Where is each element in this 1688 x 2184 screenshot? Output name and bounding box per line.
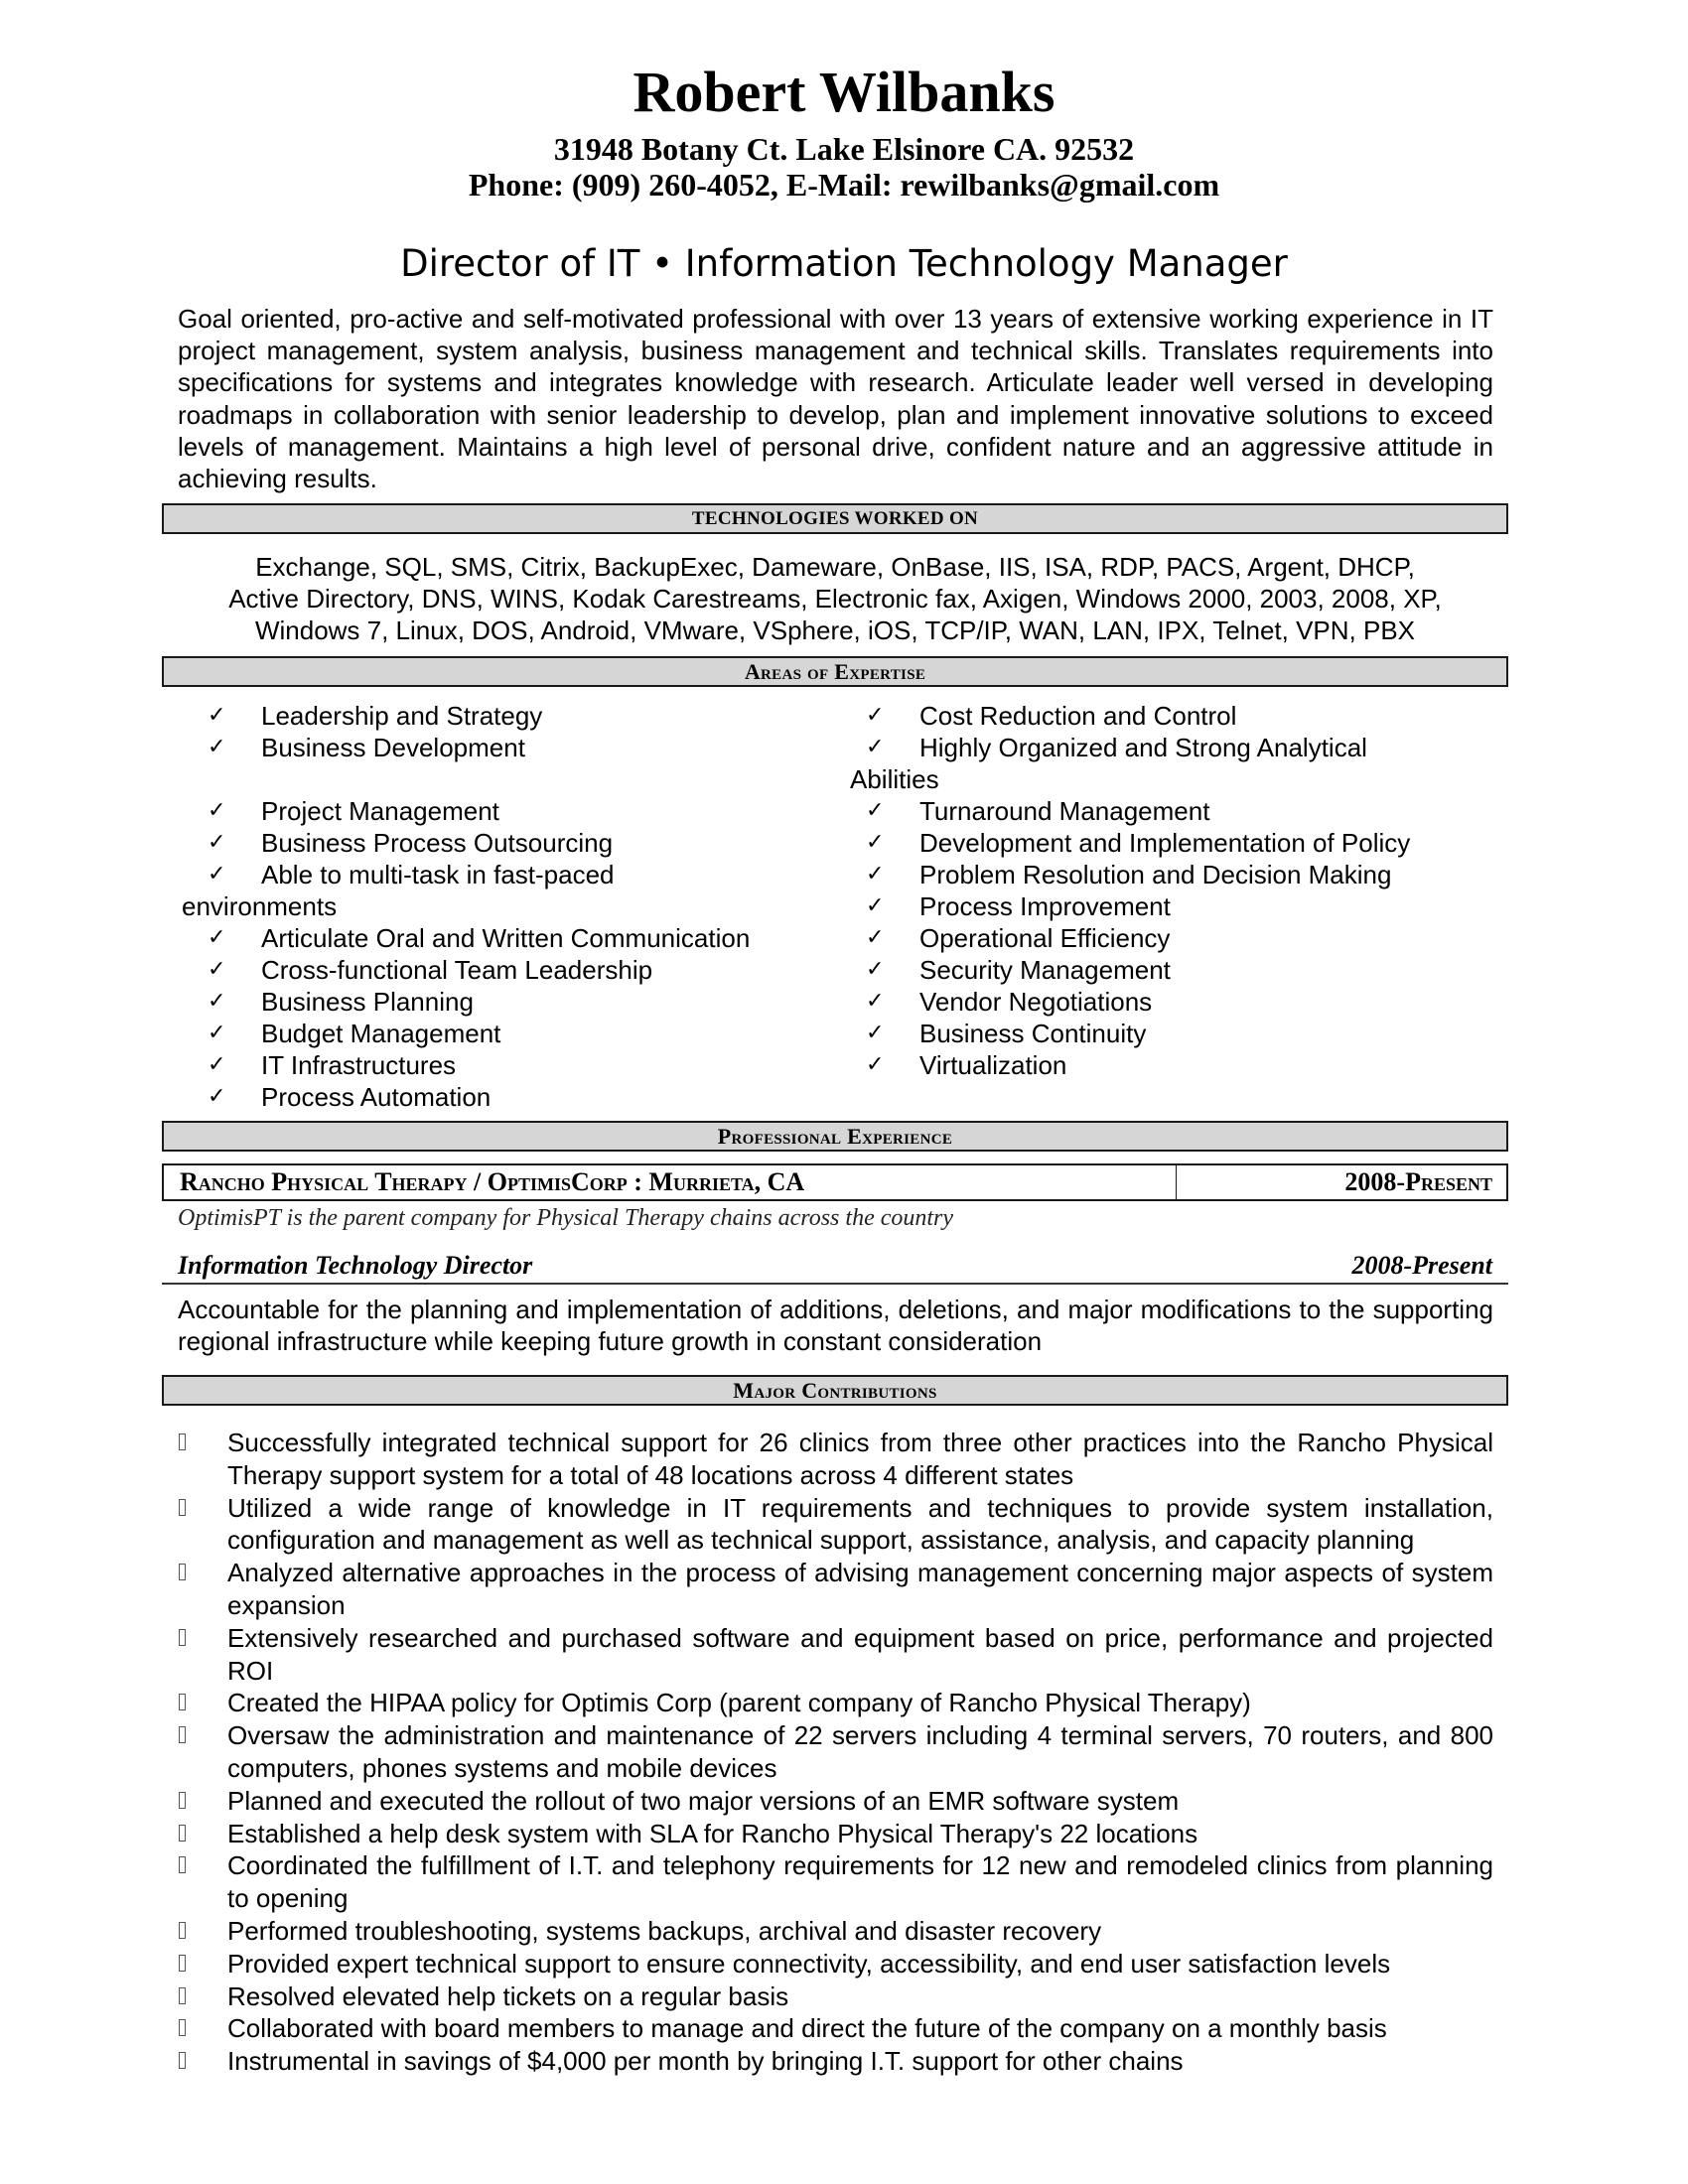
expertise-item — [820, 922, 1515, 954]
missing-glyph-bullet-icon — [179, 1726, 186, 1743]
checkmark-icon: ✓ — [208, 862, 226, 887]
missing-glyph-bullet-icon — [179, 1922, 186, 1939]
missing-glyph-bullet-icon — [179, 2052, 186, 2069]
checkmark-icon: ✓ — [208, 830, 226, 855]
expertise-item — [162, 700, 837, 732]
expertise-item — [162, 827, 837, 859]
contact-info: Phone: (909) 260-4052, E-Mail: rewilbanks@gmail.com — [468, 167, 1220, 203]
expertise-item — [820, 986, 1515, 1018]
expertise-item — [820, 1018, 1515, 1049]
missing-glyph-bullet-icon — [179, 1856, 186, 1873]
expertise-label-wrap: environments — [182, 891, 338, 921]
checkmark-icon: ✓ — [866, 862, 885, 887]
contribution-item — [162, 1427, 1493, 1492]
expertise-label: Process Improvement — [919, 891, 1171, 921]
checkmark-icon: ✓ — [866, 703, 885, 728]
expertise-item — [162, 954, 837, 986]
missing-glyph-bullet-icon — [179, 1987, 186, 2004]
contribution-item — [162, 1980, 1493, 2013]
contribution-text: Resolved elevated help tickets on a regular basis — [227, 1980, 789, 2011]
contribution-item — [162, 1948, 1493, 1980]
section-header-contributions: Major Contributions — [162, 1375, 1508, 1406]
role-description: Accountable for the planning and implementation of additions, deletions, and major modifications to the supporting regional infrastructure while keeping future growth in constant consideration — [178, 1295, 1493, 1357]
checkmark-icon: ✓ — [208, 957, 226, 982]
role-title: Information Technology Director — [178, 1251, 533, 1280]
expertise-label: Highly Organized and Strong Analytical — [919, 733, 1367, 762]
checkmark-icon: ✓ — [866, 830, 885, 855]
expertise-label-wrap: Abilities — [850, 764, 939, 794]
contribution-item — [162, 1492, 1493, 1558]
section-header-technologies: TECHNOLOGIES WORKED ON — [162, 503, 1508, 534]
contributions-list — [162, 1427, 1493, 2078]
checkmark-icon: ✓ — [866, 798, 885, 823]
technologies-line: Active Directory, DNS, WINS, Kodak Carestreams, Electronic fax, Axigen, Windows 2000, 2003, 2008, XP, — [228, 584, 1442, 614]
contribution-item — [162, 1818, 1493, 1850]
contribution-text: Created the HIPAA policy for Optimis Corp (parent company of Rancho Physical Therapy) — [227, 1688, 1251, 1718]
checkmark-icon: ✓ — [208, 925, 226, 950]
checkmark-icon: ✓ — [866, 735, 885, 759]
checkmark-icon: ✓ — [866, 893, 885, 918]
checkmark-icon: ✓ — [208, 735, 226, 759]
expertise-list-right — [820, 700, 1515, 1081]
contribution-text: Established a help desk system with SLA for Rancho Physical Therapy's 22 locations — [227, 1818, 1198, 1848]
company-dates: 2008-Present — [1344, 1167, 1492, 1196]
contribution-text: Extensively researched and purchased software and equipment based on price, performance and projected ROI — [227, 1622, 1493, 1686]
missing-glyph-bullet-icon — [179, 1955, 186, 1972]
section-header-expertise: Areas of Expertise — [162, 656, 1508, 687]
checkmark-icon: ✓ — [208, 798, 226, 823]
expertise-label: Process Automation — [261, 1082, 492, 1112]
expertise-label: Business Development — [261, 733, 525, 762]
contribution-text: Provided expert technical support to ensure connectivity, accessibility, and end user satisfaction levels — [227, 1948, 1391, 1979]
expertise-label: Development and Implementation of Policy — [919, 828, 1411, 858]
contribution-text: Successfully integrated technical support for 26 clinics from three other practices into the Rancho Physical Therapy support system for a total of 48 locations across 4 different states — [227, 1428, 1493, 1490]
checkmark-icon: ✓ — [866, 1052, 885, 1077]
candidate-name: Robert Wilbanks — [633, 60, 1055, 124]
contribution-text: Instrumental in savings of $4,000 per month by bringing I.T. support for other chains — [227, 2046, 1184, 2077]
role-row — [162, 1249, 1508, 1285]
checkmark-icon: ✓ — [208, 1021, 226, 1045]
missing-glyph-bullet-icon — [179, 2019, 186, 2036]
missing-glyph-bullet-icon — [179, 1825, 186, 1842]
expertise-item — [162, 922, 837, 954]
expertise-item — [820, 732, 1515, 795]
checkmark-icon: ✓ — [866, 1021, 885, 1045]
technologies-line: Windows 7, Linux, DOS, Android, VMware, VSphere, iOS, TCP/IP, WAN, LAN, IPX, Telnet, VPN, PBX — [254, 615, 1416, 645]
expertise-item — [820, 954, 1515, 986]
expertise-label: Budget Management — [261, 1019, 501, 1048]
expertise-label: Security Management — [919, 955, 1171, 985]
expertise-label: Project Management — [261, 796, 499, 826]
expertise-item — [820, 890, 1515, 922]
professional-title: Director of IT • Information Technology Manager — [400, 242, 1288, 285]
contribution-item — [162, 1622, 1493, 1688]
expertise-label: Leadership and Strategy — [261, 701, 543, 731]
expertise-label: Cross-functional Team Leadership — [261, 955, 653, 985]
expertise-label: Turnaround Management — [919, 796, 1210, 826]
address: 31948 Botany Ct. Lake Elsinore CA. 92532 — [553, 131, 1135, 167]
technologies-list — [162, 551, 1508, 646]
contribution-text: Collaborated with board members to manage and direct the future of the company on a monthly basis — [227, 2013, 1387, 2044]
spacer — [162, 763, 837, 795]
contribution-item — [162, 1719, 1493, 1785]
expertise-label: Problem Resolution and Decision Making — [919, 860, 1392, 889]
expertise-item — [820, 795, 1515, 827]
missing-glyph-bullet-icon — [179, 1499, 186, 1516]
expertise-label: Business Continuity — [919, 1019, 1147, 1048]
contribution-text: Analyzed alternative approaches in the process of advising management concerning major aspects of system expansion — [227, 1558, 1493, 1620]
checkmark-icon: ✓ — [208, 703, 226, 728]
expertise-label: Virtualization — [919, 1050, 1067, 1080]
missing-glyph-bullet-icon — [179, 1694, 186, 1710]
company-row — [162, 1163, 1508, 1201]
checkmark-icon: ✓ — [208, 989, 226, 1014]
expertise-list-left — [162, 700, 837, 1113]
checkmark-icon: ✓ — [866, 989, 885, 1014]
checkmark-icon: ✓ — [866, 925, 885, 950]
expertise-item — [162, 986, 837, 1018]
missing-glyph-bullet-icon — [179, 1792, 186, 1809]
summary-paragraph: Goal oriented, pro-active and self-motivated professional with over 13 years of extensive working experience in IT project management, system analysis, business management and technical skills. Translates requirements into specifications for systems and integrates knowledge with research. Articulate leader well versed in developing roadmaps in collaboration with senior leadership to develop, plan and implement innovative solutions to exceed levels of management. Maintains a high level of personal drive, confident nature and an aggressive attitude in achieving results. — [178, 304, 1493, 494]
expertise-item — [162, 732, 837, 763]
expertise-label: Business Process Outsourcing — [261, 828, 614, 858]
contribution-text: Coordinated the fulfillment of I.T. and telephony requirements for 12 new and remodeled clinics from planning to opening — [227, 1850, 1493, 1914]
role-dates: 2008-Present — [1351, 1251, 1492, 1280]
expertise-item — [820, 1049, 1515, 1081]
contribution-item — [162, 1557, 1493, 1622]
expertise-label: Cost Reduction and Control — [919, 701, 1237, 731]
contribution-item — [162, 1915, 1493, 1948]
contribution-text: Oversaw the administration and maintenance of 22 servers including 4 terminal servers, 70 routers, and 800 computers, phones systems and mobile devices — [227, 1720, 1493, 1783]
expertise-label: IT Infrastructures — [261, 1050, 457, 1080]
expertise-item — [162, 795, 837, 827]
contribution-item — [162, 1687, 1493, 1719]
expertise-label: Business Planning — [261, 987, 474, 1017]
expertise-item — [162, 1018, 837, 1049]
company-note: OptimisPT is the parent company for Physical Therapy chains across the country — [178, 1205, 954, 1231]
expertise-item — [820, 700, 1515, 732]
contribution-text: Performed troubleshooting, systems backups, archival and disaster recovery — [227, 1915, 1102, 1946]
contribution-text: Planned and executed the rollout of two major versions of an EMR software system — [227, 1785, 1180, 1816]
expertise-item — [162, 1081, 837, 1113]
technologies-line: Exchange, SQL, SMS, Citrix, BackupExec, Dameware, OnBase, IIS, ISA, RDP, PACS, Argent, DHCP, — [255, 552, 1415, 582]
contribution-item — [162, 2045, 1493, 2078]
checkmark-icon: ✓ — [208, 1084, 226, 1109]
missing-glyph-bullet-icon — [179, 1433, 186, 1450]
expertise-item — [162, 859, 837, 922]
contribution-item — [162, 1849, 1493, 1915]
missing-glyph-bullet-icon — [179, 1629, 186, 1646]
expertise-label: Articulate Oral and Written Communication — [261, 923, 751, 953]
expertise-label: Vendor Negotiations — [919, 987, 1153, 1017]
contribution-item — [162, 1785, 1493, 1818]
company-name: Rancho Physical Therapy / OptimisCorp : Murrieta, CA — [164, 1165, 1177, 1199]
expertise-item — [820, 827, 1515, 859]
contribution-text: Utilized a wide range of knowledge in IT requirements and techniques to provide system installation, configuration and management as well as technical support, assistance, analysis, and capacity planning — [227, 1492, 1493, 1556]
checkmark-icon: ✓ — [208, 1052, 226, 1077]
section-header-experience: Professional Experience — [162, 1121, 1508, 1152]
contribution-item — [162, 2012, 1493, 2045]
expertise-label: Able to multi-task in fast-paced — [261, 860, 615, 889]
missing-glyph-bullet-icon — [179, 1564, 186, 1580]
expertise-label: Operational Efficiency — [919, 923, 1171, 953]
expertise-item — [820, 859, 1515, 890]
checkmark-icon: ✓ — [866, 957, 885, 982]
expertise-item — [162, 1049, 837, 1081]
